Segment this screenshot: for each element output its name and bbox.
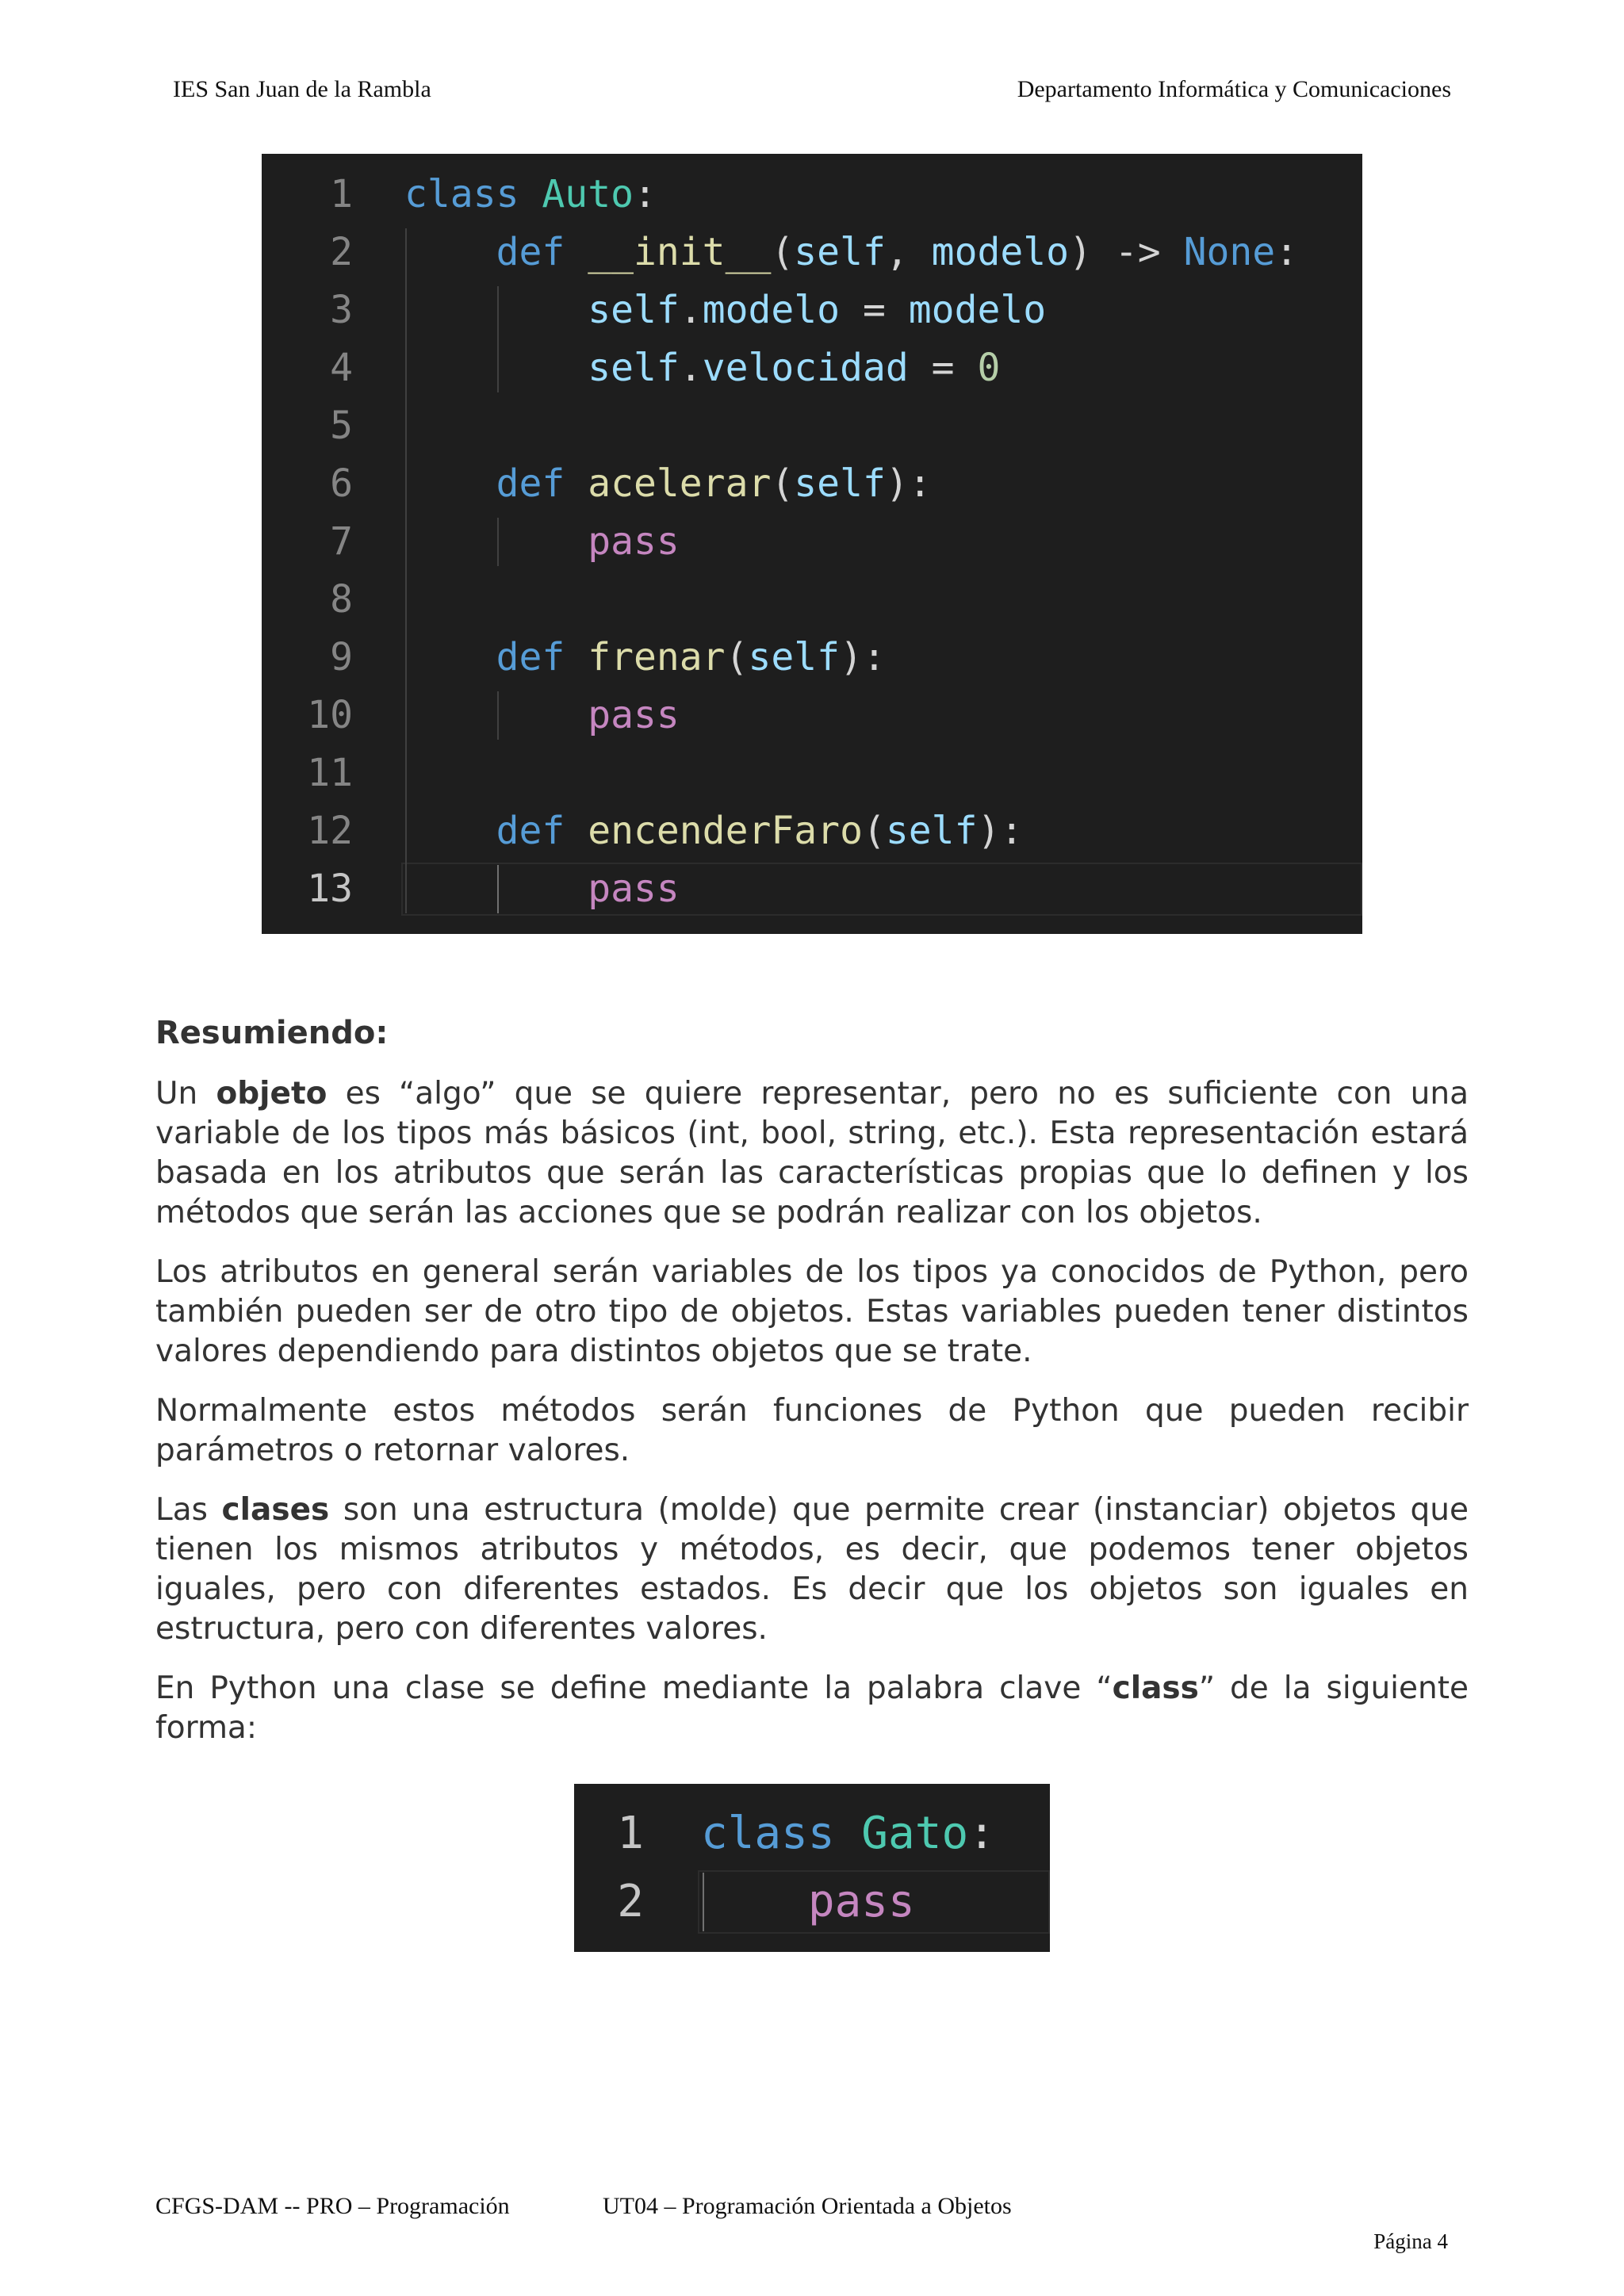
code-token: __init__ [588,230,772,274]
code-token: def [496,461,588,506]
indent-guide [497,691,499,740]
footer-course: CFGS-DAM -- PRO – Programación [155,2193,510,2219]
code-token: None [1183,230,1276,274]
code-token: velocidad [702,346,909,390]
line-number: 4 [330,346,353,390]
code-block-gato [574,1784,1050,1952]
code-line-13 [262,860,1362,918]
indent-guide [405,228,407,913]
paragraph-objeto-text [155,1074,1469,1233]
indent-guide [703,1873,704,1931]
line-number: 5 [330,404,353,448]
code-token: ( [862,809,886,853]
indent-guide [497,518,499,566]
line-number: 11 [307,751,353,795]
code-text [404,687,680,744]
code-line-6 [262,455,1362,513]
code-token: Auto [542,172,634,216]
code-token: . [679,346,703,390]
paragraph-clases [155,1490,1469,1649]
line-number: 6 [330,461,353,506]
code-token [404,867,588,911]
code-token: modelo [931,230,1070,274]
code-token: ): [977,809,1024,853]
code-token: def [496,809,588,853]
code-token: ) -> [1069,230,1184,274]
paragraph-metodos [155,1391,1469,1471]
code-token: modelo [908,288,1047,332]
code-token: class [701,1808,862,1859]
code-text [404,166,657,224]
bold-term: class [1112,1670,1199,1706]
code-token: self [794,230,886,274]
code-token [404,519,588,564]
code-token [404,693,588,737]
code-token: pass [807,1876,915,1927]
code-token [404,809,496,853]
code-token [404,288,588,332]
code-token: ( [725,635,749,679]
code-token: def [496,635,588,679]
code-token: : [633,172,657,216]
code-line-12 [262,802,1362,860]
header-school: IES San Juan de la Rambla [173,76,431,102]
code-line-1 [262,166,1362,224]
line-number: 9 [330,635,353,679]
line-number: 1 [617,1808,644,1859]
code-text [404,224,1298,281]
code-token: modelo [702,288,841,332]
code-text [404,802,1023,860]
code-line-8 [262,571,1362,629]
code-token: . [679,288,703,332]
paragraph-metodos-text: Normalmente estos métodos serán funciones de Python que pueden recibir parámetros o retornar valores. [155,1393,1469,1468]
code-block-auto [262,154,1362,934]
section-heading: Resumiendo: [155,1015,389,1051]
code-token: = [840,288,909,332]
code-token: frenar [588,635,726,679]
code-text [701,1868,915,1936]
code-line-2 [574,1868,1050,1936]
code-text [404,455,932,513]
code-text [404,281,1046,339]
code-token: : [1275,230,1299,274]
code-text [701,1800,995,1868]
paragraph-clases-text [155,1490,1469,1649]
indent-guide [497,865,499,913]
code-line-2 [262,224,1362,281]
code-token: pass [588,867,680,911]
code-token: pass [588,519,680,564]
code-token: = [908,346,978,390]
code-line-5 [262,397,1362,455]
line-number: 8 [330,577,353,622]
line-number: 3 [330,288,353,332]
code-token: class [404,172,542,216]
code-token: pass [588,693,680,737]
code-token: , [885,230,932,274]
paragraph-atributos [155,1253,1469,1372]
code-token: ( [771,461,795,506]
line-number: 2 [330,230,353,274]
code-line-1 [574,1800,1050,1868]
code-token: acelerar [588,461,772,506]
code-line-3 [262,281,1362,339]
code-token [404,635,496,679]
bold-term: clases [221,1492,330,1528]
code-token: self [794,461,886,506]
text-run: En Python una clase se define mediante la palabra clave “ [155,1670,1113,1706]
line-number: 10 [307,693,353,737]
code-line-4 [262,339,1362,397]
code-text [404,339,1000,397]
code-token: Gato [861,1808,969,1859]
code-text [404,860,680,918]
line-number: 7 [330,519,353,564]
paragraph-class-keyword-text [155,1669,1469,1748]
paragraph-atributos-text: Los atributos en general serán variables de los tipos ya conocidos de Python, pero también pueden ser de otro tipo de objetos. Estas variables pueden tener distintos valores dependiendo para distintos objetos que se trate. [155,1254,1469,1369]
code-token: ): [885,461,932,506]
code-token [404,230,496,274]
header-department: Departamento Informática y Comunicaciones [1017,76,1451,102]
code-token: self [885,809,978,853]
code-line-7 [262,513,1362,571]
code-text [404,513,680,571]
code-token: self [748,635,841,679]
code-token: def [496,230,588,274]
code-token [701,1876,808,1927]
code-token [404,346,588,390]
code-line-10 [262,687,1362,744]
text-run: son una estructura (molde) que permite crear (instanciar) objetos que tienen los mismos atributos y métodos, es decir, que podemos tener objetos iguales, pero con diferentes estados. Es decir que los objetos son iguales en estructura, pero con diferentes valores. [155,1492,1469,1647]
code-token [404,461,496,506]
code-line-11 [262,744,1362,802]
line-number: 13 [307,867,353,911]
footer-unit: UT04 – Programación Orientada a Objetos [603,2193,1012,2219]
paragraph-class-keyword [155,1669,1469,1748]
text-run: ” de la siguiente forma: [155,1670,1469,1746]
line-number: 12 [307,809,353,853]
code-line-9 [262,629,1362,687]
line-number: 2 [617,1876,644,1927]
text-run: Un [155,1076,216,1112]
code-token: : [968,1808,995,1859]
code-token: encenderFaro [588,809,863,853]
code-token: self [588,288,680,332]
footer-page-number: Página 4 [1373,2229,1448,2253]
text-run: Las [155,1492,222,1528]
line-number: 1 [330,172,353,216]
text-run: es “algo” que se quiere representar, pero no es suficiente con una variable de los tipos más básicos (int, bool, string, etc.). Esta representación estará basada en los atributos que serán las características propias que lo definen y los métodos que serán las acciones que se podrán realizar con los objetos. [155,1076,1469,1230]
paragraph-objeto [155,1074,1469,1233]
code-token: ( [771,230,795,274]
code-token: 0 [977,346,1001,390]
bold-term: objeto [216,1076,327,1112]
indent-guide [497,286,499,392]
code-token: self [588,346,680,390]
code-text [404,629,886,687]
code-token: ): [840,635,886,679]
